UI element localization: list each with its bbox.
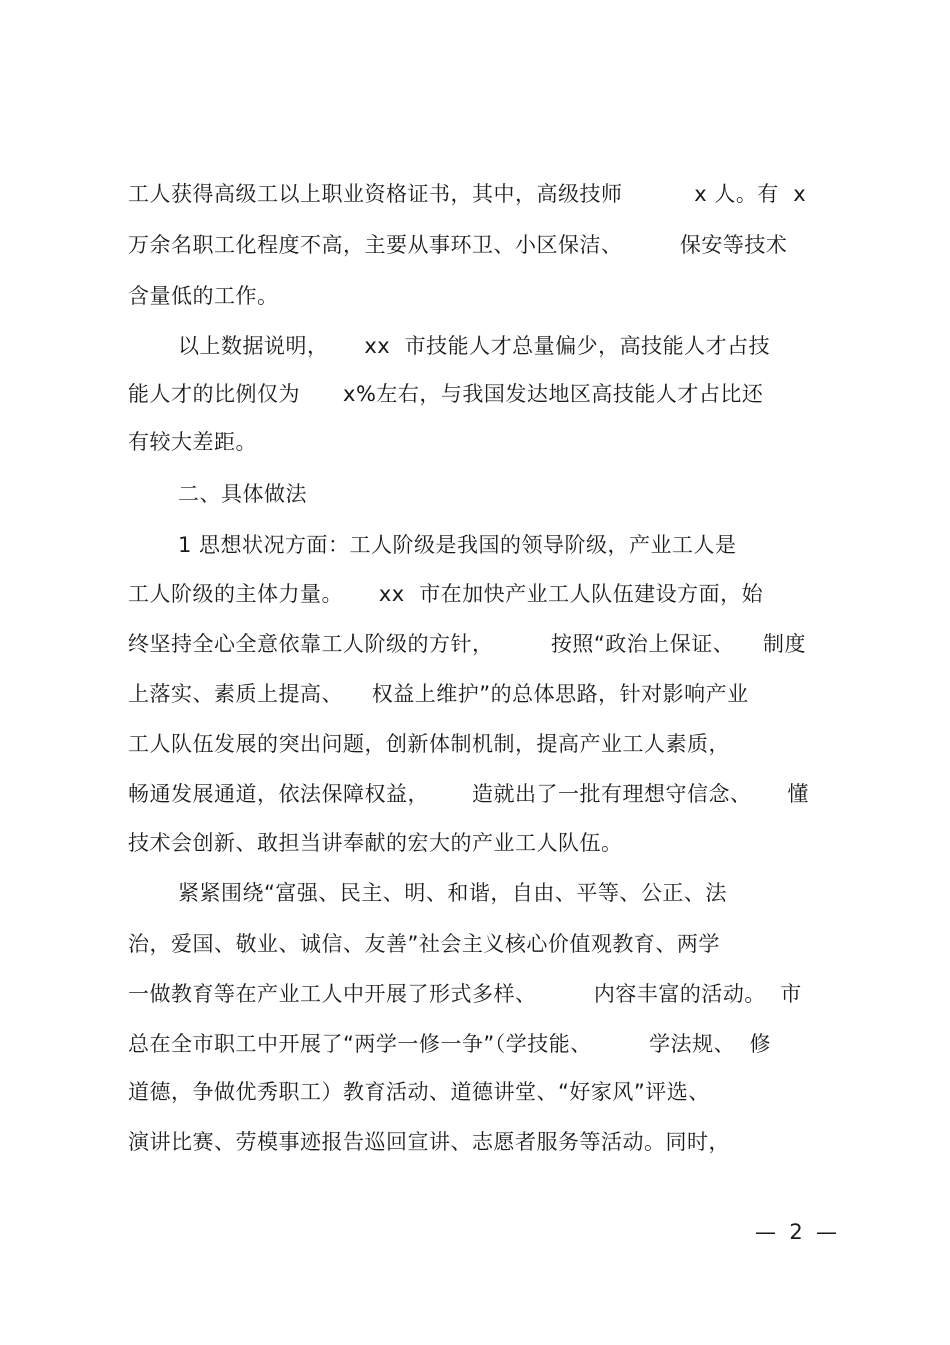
text-line: 一做教育等在产业工人中开展了形式多样、 内容丰富的活动。 市 xyxy=(128,982,802,1006)
text-line: 演讲比赛、劳模事迹报告巡回宣讲、志愿者服务等活动。同时， xyxy=(128,1130,730,1154)
text-line: 以上数据说明， xx 市技能人才总量偏少，高技能人才占技 xyxy=(178,334,771,358)
text-line: 紧紧围绕“富强、民主、明、和谐，自由、平等、公正、法 xyxy=(178,881,727,905)
text-line: 终坚持全心全意依靠工人阶级的方针， 按照“政治上保证、 制度 xyxy=(128,632,806,656)
text-line: 技术会创新、敢担当讲奉献的宏大的产业工人队伍。 xyxy=(128,831,623,855)
text-line: 工人阶级的主体力量。 xx 市在加快产业工人队伍建设方面，始 xyxy=(128,582,764,606)
text-line: 道德，争做优秀职工）教育活动、道德讲堂、“好家风”评选、 xyxy=(128,1080,710,1104)
text-line: 畅通发展通道，依法保障权益， 造就出了一批有理想守信念、 懂 xyxy=(128,782,809,806)
section-heading: 二、具体做法 xyxy=(178,482,307,506)
page-number: — 2 — xyxy=(755,1220,838,1244)
text-line: 工人获得高级工以上职业资格证书，其中，高级技师 x 人。有 x xyxy=(128,182,807,206)
text-line: 总在全市职工中开展了“两学一修一争”（学技能、 学法规、 修 xyxy=(128,1032,772,1056)
text-line: 治，爱国、敬业、诚信、友善”社会主义核心价值观教育、两学 xyxy=(128,932,720,956)
text-line: 万余名职工化程度不高，主要从事环卫、小区保洁、 保安等技术 xyxy=(128,233,788,257)
text-line: 有较大差距。 xyxy=(128,430,257,454)
text-line: 能人才的比例仅为 x%左右，与我国发达地区高技能人才占比还 xyxy=(128,382,764,406)
text-line: 含量低的工作。 xyxy=(128,284,279,308)
text-line: 工人队伍发展的突出问题，创新体制机制，提高产业工人素质， xyxy=(128,732,730,756)
text-line: 1 思想状况方面：工人阶级是我国的领导阶级，产业工人是 xyxy=(178,533,737,557)
text-line: 上落实、素质上提高、 权益上维护”的总体思路，针对影响产业 xyxy=(128,682,749,706)
